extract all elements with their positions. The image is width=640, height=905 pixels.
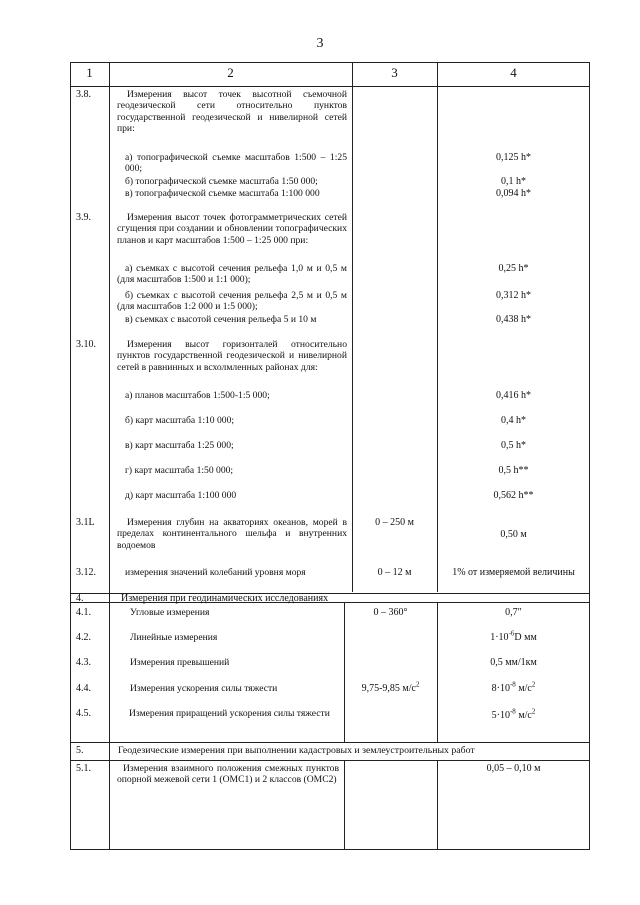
row-range: 0 – 250 м: [375, 517, 414, 528]
header-col-3: 3: [391, 65, 398, 80]
value-base: 8·10: [491, 683, 510, 694]
range-value: 9,75-9,85 м/с: [361, 683, 416, 694]
row-number: 3.1L: [76, 517, 95, 528]
column-divider: [352, 62, 353, 592]
row-description: Измерения высот горизонталей относительно пунктов государственной геодезической и нивелирной сетей в равнинных и всхолмленных районах для:: [117, 339, 347, 373]
page-number: 3: [316, 36, 324, 51]
column-divider: [344, 602, 345, 742]
row-subitem: б) топографической съемке масштаба 1:50 000;: [125, 176, 318, 187]
value-unit: D мм: [514, 632, 537, 643]
row-range: [344, 680, 437, 694]
value-unit: м/с: [515, 710, 532, 721]
unit-exponent: 2: [531, 680, 536, 689]
row-value: [437, 707, 590, 721]
row-value: 0,312 h*: [496, 290, 531, 301]
column-divider: [109, 62, 110, 850]
row-subitem: в) карт масштаба 1:25 000;: [125, 440, 234, 451]
row-description: Измерения приращений ускорения силы тяжести: [129, 708, 330, 719]
row-number: 3.9.: [76, 212, 91, 223]
row-value: 0,7″: [505, 607, 522, 618]
header-col-2: 2: [227, 65, 234, 80]
value-unit: м/с: [515, 683, 532, 694]
section-title: Измерения при геодинамических исследованиях: [121, 593, 329, 604]
row-description: Измерения глубин на акваториях океанов, морей в пределах континентального шельфа и внутренних водоемов: [117, 517, 347, 551]
row-value: 1% от измеряемой величины: [452, 567, 575, 578]
row-description: Измерения ускорения силы тяжести: [130, 683, 278, 694]
row-subitem: б) карт масштаба 1:10 000;: [125, 415, 235, 426]
row-number: 4.1.: [76, 607, 91, 618]
section-title: Геодезические измерения при выполнении кадастровых и землеустроительных работ: [118, 745, 475, 756]
row-description: измерения значений колебаний уровня моря: [125, 567, 306, 578]
row-value: 0,438 h*: [496, 314, 531, 325]
row-number: 3.10.: [76, 339, 96, 350]
section-divider: [70, 760, 590, 761]
row-description: Измерения взаимного положения смежных пунктов опорной межевой сети 1 (ОМС1) и 2 классов (ОМС2): [117, 763, 339, 786]
column-divider: [437, 62, 438, 592]
row-subitem: д) карт масштаба 1:100 000: [125, 490, 237, 501]
row-number: 4.2.: [76, 632, 91, 643]
header-col-4: 4: [510, 65, 517, 80]
row-description: Угловые измерения: [130, 607, 210, 618]
column-divider: [344, 760, 345, 850]
column-divider: [437, 602, 438, 742]
section-number: 4.: [76, 593, 84, 604]
value-base: 1·10: [490, 632, 509, 643]
row-value: 0,562 h**: [493, 490, 534, 501]
section-divider: [70, 742, 590, 743]
row-value: 0,50 м: [500, 529, 527, 540]
row-subitem: в) топографической съемке масштаба 1:100 000: [125, 188, 320, 199]
row-description: Линейные измерения: [130, 632, 218, 643]
header-divider: [70, 86, 590, 87]
row-value: 0,25 h*: [498, 263, 529, 274]
row-value: 0,05 – 0,10 м: [486, 763, 541, 774]
row-number: 5.1.: [76, 763, 91, 774]
row-value: 0,1 h*: [501, 176, 526, 187]
row-subitem: а) планов масштабов 1:500-1:5 000;: [125, 390, 270, 401]
header-col-1: 1: [86, 65, 93, 80]
row-description: Измерения превышений: [130, 657, 230, 668]
row-subitem: а) топографической съемке масштабов 1:500 – 1:25 000;: [125, 152, 347, 175]
row-value: 0,416 h*: [496, 390, 531, 401]
row-range: 0 – 360°: [373, 607, 408, 618]
row-number: 4.4.: [76, 683, 91, 694]
row-number: 3.8.: [76, 89, 91, 100]
value-exponent: -8: [509, 707, 516, 716]
row-value: 0,125 h*: [496, 152, 531, 163]
row-description: Измерения высот точек высотной съемочной геодезической сети относительно пунктов государственной геодезической и нивелирной сетей при:: [117, 89, 347, 135]
range-exponent: 2: [415, 680, 420, 689]
row-number: 4.5.: [76, 708, 91, 719]
row-subitem: г) карт масштаба 1:50 000;: [125, 465, 234, 476]
row-number: 3.12.: [76, 567, 96, 578]
row-value: 0,5 мм/1км: [490, 657, 537, 668]
row-description: Измерения высот точек фотограмметрических сетей сгущения при создании и обновлении топографических планов и карт масштабов 1:500 – 1:25 000 при:: [117, 212, 347, 246]
row-number: 4.3.: [76, 657, 91, 668]
unit-exponent: 2: [531, 707, 536, 716]
row-subitem: б) съемках с высотой сечения рельефа 2,5 м и 0,5 м (для масштабов 1:2 000 и 1:5 000);: [117, 290, 347, 313]
value-exponent: -8: [509, 680, 516, 689]
row-value: 0,5 h**: [498, 465, 529, 476]
row-value: [437, 680, 590, 694]
section-number: 5.: [76, 745, 84, 756]
value-base: 5·10: [491, 710, 510, 721]
row-range: 0 – 12 м: [377, 567, 412, 578]
row-subitem: а) съемках с высотой сечения рельефа 1,0 м и 0,5 м (для масштабов 1:500 и 1:1 000);: [117, 263, 347, 286]
value-exponent: -6: [508, 629, 515, 638]
row-value: [437, 629, 590, 643]
row-value: 0,094 h*: [496, 188, 531, 199]
row-value: 0,5 h*: [501, 440, 526, 451]
row-value: 0,4 h*: [501, 415, 526, 426]
row-subitem: в) съемках с высотой сечения рельефа 5 и 10 м: [125, 314, 317, 325]
